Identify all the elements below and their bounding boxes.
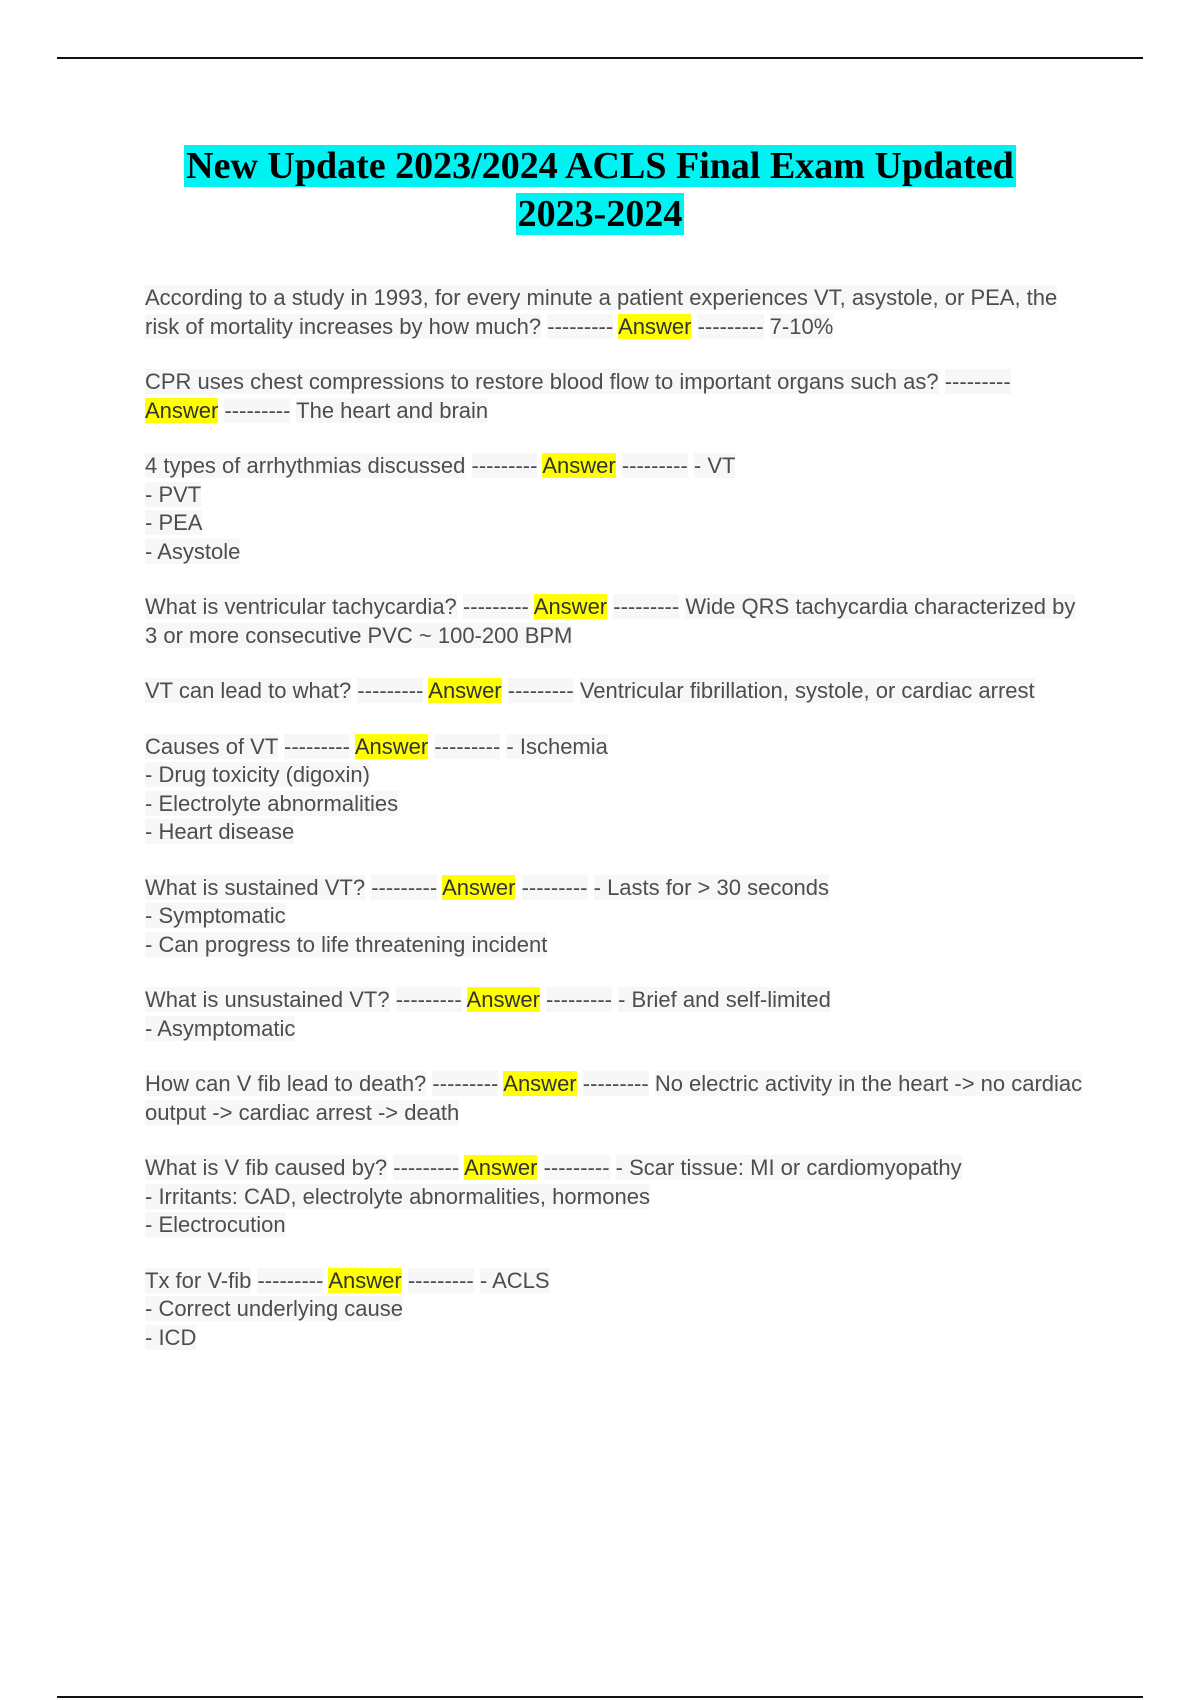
answer-continuation: - PVT bbox=[145, 481, 202, 507]
separator: --------- bbox=[543, 1155, 610, 1180]
answer-continuation: - Symptomatic bbox=[145, 903, 286, 928]
separator: --------- bbox=[462, 594, 529, 619]
qa-main-line bbox=[145, 593, 1085, 650]
answer-continuation: - ICD bbox=[145, 1324, 197, 1350]
separator: --------- bbox=[284, 733, 350, 759]
separator: --------- bbox=[471, 453, 538, 478]
separator: --------- bbox=[357, 678, 424, 703]
answer-label: Answer bbox=[145, 397, 219, 423]
answer-label: Answer bbox=[428, 678, 502, 703]
qa-item bbox=[145, 986, 1085, 1043]
separator: --------- bbox=[582, 1071, 649, 1096]
bottom-rule bbox=[57, 1696, 1143, 1698]
separator: --------- bbox=[371, 874, 438, 900]
answer-continuation: - Asymptomatic bbox=[145, 1015, 296, 1041]
answer-line bbox=[145, 509, 1085, 538]
qa-main-line bbox=[145, 986, 1085, 1015]
answer-label: Answer bbox=[442, 874, 516, 900]
answer-continuation: - Asystole bbox=[145, 538, 241, 564]
qa-item bbox=[145, 733, 1085, 847]
page-title bbox=[0, 142, 1200, 238]
question-text: What is unsustained VT? bbox=[145, 987, 390, 1012]
answer-line bbox=[145, 1211, 1085, 1240]
qa-main-line bbox=[145, 874, 1085, 903]
answer-label: Answer bbox=[618, 313, 692, 339]
qa-main-line bbox=[145, 1154, 1085, 1183]
answer-text: Ventricular fibrillation, systole, or cardiac arrest bbox=[579, 678, 1035, 703]
answer-text: - VT bbox=[693, 453, 736, 478]
question-text: According to a study in 1993, for every minute a patient experiences VT, asystole, or PEA, the risk of mortality increases by how much? bbox=[145, 285, 1058, 339]
answer-text: The heart and brain bbox=[296, 397, 489, 423]
separator: --------- bbox=[434, 733, 501, 759]
answer-label: Answer bbox=[533, 594, 608, 619]
answer-continuation: - Heart disease bbox=[145, 819, 295, 844]
answer-continuation: - Electrolyte abnormalities bbox=[145, 790, 399, 816]
answer-continuation: - Correct underlying cause bbox=[145, 1296, 404, 1321]
answer-line bbox=[145, 1015, 1085, 1044]
question-text: What is V fib caused by? bbox=[145, 1155, 388, 1180]
answer-text: - Scar tissue: MI or cardiomyopathy bbox=[615, 1155, 962, 1180]
answer-text: - ACLS bbox=[479, 1267, 550, 1293]
answer-continuation: - Irritants: CAD, electrolyte abnormalities, hormones bbox=[145, 1183, 650, 1209]
separator: --------- bbox=[224, 397, 291, 423]
separator: --------- bbox=[521, 874, 588, 900]
separator: --------- bbox=[546, 987, 612, 1012]
answer-line bbox=[145, 902, 1085, 931]
qa-item bbox=[145, 284, 1085, 341]
qa-main-line bbox=[145, 452, 1085, 481]
separator: --------- bbox=[547, 313, 614, 339]
separator: --------- bbox=[613, 594, 680, 619]
title-line-1: New Update 2023/2024 ACLS Final Exam Updated bbox=[186, 145, 1014, 187]
qa-main-line bbox=[145, 368, 1085, 425]
qa-list bbox=[145, 284, 1085, 1379]
answer-text: No electric activity in the heart -> no cardiac output -> cardiac arrest -> death bbox=[145, 1071, 1083, 1125]
answer-label: Answer bbox=[354, 733, 429, 759]
answer-continuation: - Electrocution bbox=[145, 1212, 286, 1237]
answer-line bbox=[145, 1324, 1085, 1353]
separator: --------- bbox=[507, 678, 574, 703]
answer-text: - Ischemia bbox=[506, 733, 608, 759]
question-text: 4 types of arrhythmias discussed bbox=[145, 453, 466, 478]
answer-line bbox=[145, 818, 1085, 847]
separator: --------- bbox=[697, 313, 764, 339]
separator: --------- bbox=[395, 987, 462, 1012]
answer-label: Answer bbox=[464, 1155, 538, 1180]
answer-line bbox=[145, 538, 1085, 567]
separator: --------- bbox=[407, 1267, 474, 1293]
qa-item bbox=[145, 1267, 1085, 1353]
answer-line bbox=[145, 931, 1085, 960]
answer-continuation: - Drug toxicity (digoxin) bbox=[145, 762, 370, 787]
answer-line bbox=[145, 790, 1085, 819]
answer-continuation: - Can progress to life threatening incident bbox=[145, 931, 548, 957]
question-text: CPR uses chest compressions to restore blood flow to important organs such as? bbox=[145, 369, 939, 394]
answer-text: - Lasts for > 30 seconds bbox=[593, 874, 830, 900]
question-text: What is ventricular tachycardia? bbox=[145, 594, 457, 619]
qa-item bbox=[145, 1070, 1085, 1127]
separator: --------- bbox=[393, 1155, 460, 1180]
qa-main-line bbox=[145, 284, 1085, 341]
question-text: What is sustained VT? bbox=[145, 874, 366, 900]
qa-item bbox=[145, 874, 1085, 960]
separator: --------- bbox=[257, 1267, 324, 1293]
qa-main-line bbox=[145, 677, 1085, 706]
qa-item bbox=[145, 452, 1085, 566]
answer-text: - Brief and self-limited bbox=[618, 987, 831, 1012]
title-line-2: 2023-2024 bbox=[517, 193, 683, 235]
top-rule bbox=[57, 57, 1143, 59]
question-text: Tx for V-fib bbox=[145, 1267, 252, 1293]
qa-main-line bbox=[145, 733, 1085, 762]
qa-item bbox=[145, 1154, 1085, 1240]
qa-item bbox=[145, 368, 1085, 425]
question-text: VT can lead to what? bbox=[145, 678, 352, 703]
answer-continuation: - PEA bbox=[145, 510, 203, 535]
answer-line bbox=[145, 481, 1085, 510]
qa-main-line bbox=[145, 1267, 1085, 1296]
answer-label: Answer bbox=[466, 987, 540, 1012]
question-text: Causes of VT bbox=[145, 733, 278, 759]
question-text: How can V fib lead to death? bbox=[145, 1071, 427, 1096]
answer-text: 7-10% bbox=[769, 313, 834, 339]
qa-item bbox=[145, 677, 1085, 706]
separator: --------- bbox=[432, 1071, 499, 1096]
separator: --------- bbox=[944, 369, 1011, 394]
answer-label: Answer bbox=[503, 1071, 577, 1096]
answer-label: Answer bbox=[328, 1267, 402, 1293]
answer-line bbox=[145, 1295, 1085, 1324]
answer-text: Wide QRS tachycardia characterized by 3 or more consecutive PVC ~ 100-200 BPM bbox=[145, 594, 1076, 648]
answer-line bbox=[145, 1183, 1085, 1212]
answer-line bbox=[145, 761, 1085, 790]
separator: --------- bbox=[621, 453, 688, 478]
qa-item bbox=[145, 593, 1085, 650]
qa-main-line bbox=[145, 1070, 1085, 1127]
answer-label: Answer bbox=[542, 453, 616, 478]
